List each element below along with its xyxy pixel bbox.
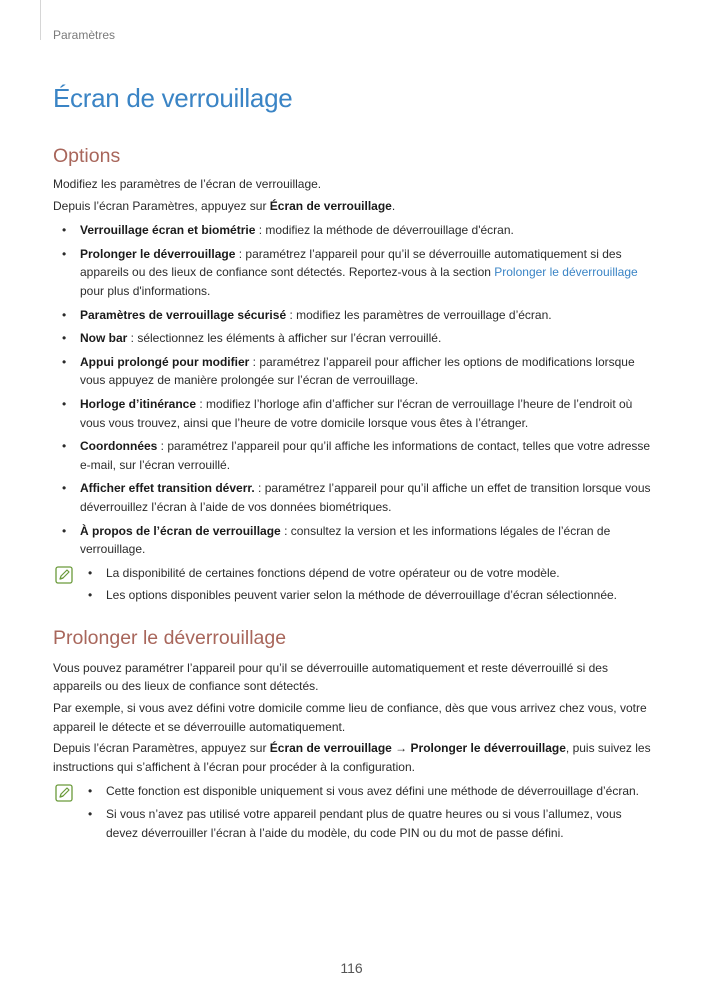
list-item: • Verrouillage écran et biométrie : modifiez la méthode de déverrouillage d'écran.: [53, 221, 651, 240]
list-item: • Si vous n’avez pas utilisé votre appareil pendant plus de quatre heures ou si vous l’allumez, vous devez déverrouiller l’écran à l’aide du modèle, du code PIN ou du mot de passe défini.: [79, 805, 651, 842]
header-divider: [40, 0, 41, 40]
prolong-note: [53, 782, 651, 842]
list-item: • Cette fonction est disponible uniquement si vous avez défini une méthode de déverrouillage d’écran.: [79, 782, 651, 801]
list-item: • Afficher effet transition déverr. : paramétrez l’appareil pour qu’il affiche un effet de transition lorsque vous déverrouillez l’écran à l’aide de vos données biométriques.: [53, 479, 651, 516]
list-item: • La disponibilité de certaines fonctions dépend de votre opérateur ou de votre modèle.: [79, 564, 651, 583]
options-instruction: Depuis l’écran Paramètres, appuyez sur Écran de verrouillage.: [53, 198, 396, 213]
section-header: Paramètres: [53, 28, 116, 42]
options-intro: Modifiez les paramètres de l’écran de verrouillage.: [53, 177, 322, 191]
list-item: • Prolonger le déverrouillage : paramétrez l’appareil pour qu’il se déverrouille automatiquement si des appareils ou des lieux de confiance sont détectés. Reportez-vous à la section Prolonger le déverrouillage pour plus d'informations.: [53, 245, 651, 301]
prolong-paragraph-2: Par exemple, si vous avez défini votre domicile comme lieu de confiance, dès que vous arrivez chez vous, votre appareil le détecte et se déverrouille automatiquement.: [53, 701, 647, 734]
note-pencil-icon: [55, 566, 73, 584]
page-content: [53, 80, 651, 846]
menu-path-prolong-unlock: Prolonger le déverrouillage: [410, 741, 566, 756]
menu-path-lock-screen: Écran de verrouillage: [269, 198, 392, 213]
list-item: • Les options disponibles peuvent varier selon la méthode de déverrouillage d’écran sélectionnée.: [79, 586, 651, 605]
page-title: Écran de verrouillage: [53, 83, 293, 113]
list-item: • Appui prolongé pour modifier : paramétrez l’appareil pour afficher les options de modifications lorsque vous appuyez de manière prolongée sur l’écran de verrouillage.: [53, 353, 651, 390]
list-item: • Now bar : sélectionnez les éléments à afficher sur l’écran verrouillé.: [53, 329, 651, 348]
options-note-list: [79, 564, 651, 605]
menu-path-lock-screen: Écran de verrouillage: [269, 741, 392, 756]
options-note: [53, 564, 651, 605]
note-pencil-icon: [55, 784, 73, 802]
list-item: • Paramètres de verrouillage sécurisé : modifiez les paramètres de verrouillage d’écran.: [53, 306, 651, 325]
prolong-paragraph-1: Vous pouvez paramétrer l’appareil pour qu’il se déverrouille automatiquement et reste déverrouillé si des appareils ou des lieux de confiance sont détectés.: [53, 660, 608, 694]
list-item: • À propos de l’écran de verrouillage : consultez la version et les informations légales de l’écran de verrouillage.: [53, 522, 651, 559]
prolong-note-list: [79, 782, 651, 842]
options-heading: Options: [53, 145, 121, 167]
options-list: [53, 221, 651, 559]
prolong-unlock-link[interactable]: Prolonger le déverrouillage: [494, 265, 638, 280]
prolong-heading: Prolonger le déverrouillage: [53, 626, 287, 649]
list-item: • Coordonnées : paramétrez l’appareil pour qu’il affiche les informations de contact, telles que votre adresse e-mail, sur l’écran verrouillé.: [53, 437, 651, 474]
page-number: 116: [340, 960, 363, 976]
list-item: • Horloge d’itinérance : modifiez l’horloge afin d’afficher sur l'écran de verrouillage l’heure de l’endroit où vous vous trouvez, ainsi que l’heure de votre domicile lorsque vous êtes à l’étranger.: [53, 395, 651, 432]
prolong-instruction: Depuis l’écran Paramètres, appuyez sur Écran de verrouillage → Prolonger le déverrouillage, puis suivez les instructions qui s’affichent à l’écran pour procéder à la configuration.: [53, 741, 651, 774]
arrow-icon: →: [391, 741, 411, 756]
